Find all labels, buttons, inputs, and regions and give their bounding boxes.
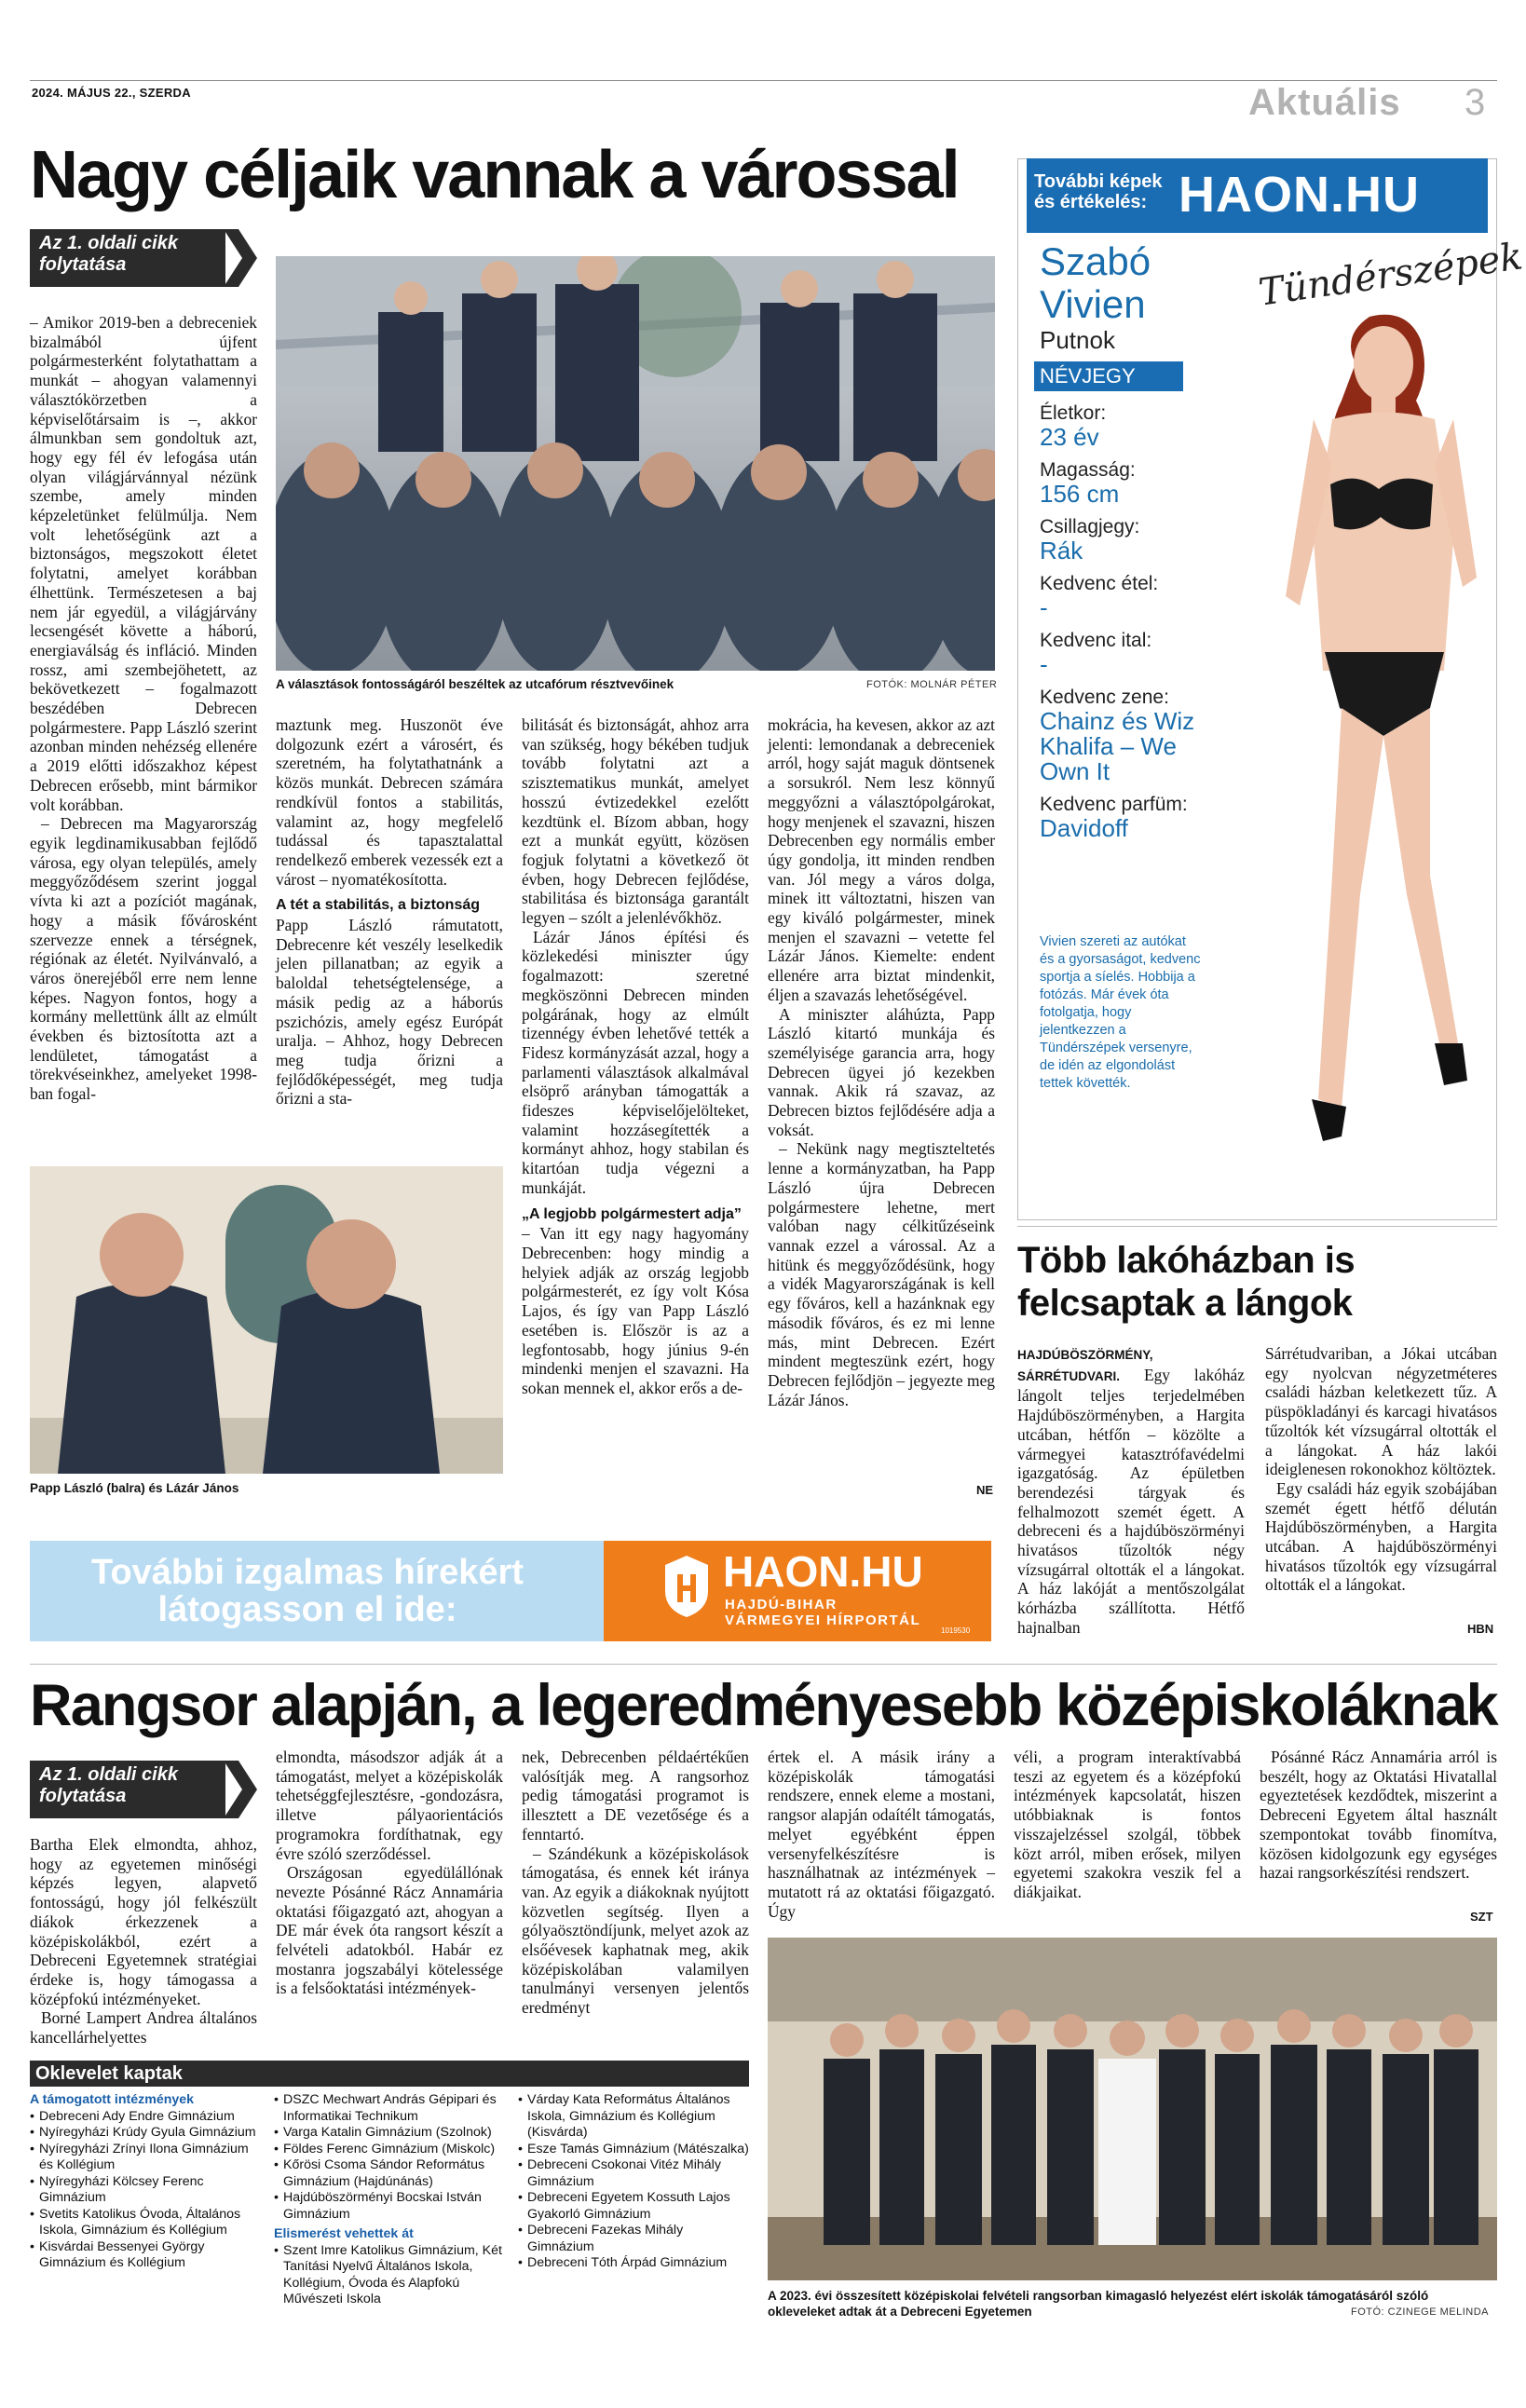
- model-town: Putnok: [1040, 326, 1115, 354]
- article1-column-4: mokrácia, ha kevesen, akkor az azt jelenti: lemondanak a debreceniek arról, hogy saját maguk döntsenek a sorsukról. Nem lesz könnyű meggyőzni a választópolgárokat, hogy menjenek el szavazni, hiszen Debrecenben egy normális ember úgy gondolja, itt minden rendben van. Jól megy a város dolga, minek itt változtatni, hiszen van egy kiváló polgármester, minek menjen el szavazni – vetette fel Lázár János. Kiemelte: endent ellenére arra biztat mindenkit, éljen a szavazás lehetőségével. A miniszter aláhúzta, Papp László kitartó munkája és személyisége garancia arra, hogy Debrecen ügyei jó kezekben vannak. Akik rá szavaz, az Debrecen biztos fejlődésére adja a voksát. – Nekünk nagy megtiszteltetés lenne a kormányzatban, ha Papp László újra Debrecen polgármestere lehetne, mert valóban nagy célkitűzéseink vannak ezzel a várossal. Az a hitünk és meggyőződésünk, hogy a vidék Magyarországának is kell egy főváros, kell a hazánknak egy második főváros, és ez mi lenne más, mint Debrecen. Ezért mindent megteszünk ezért, hogy Debrecen fejlődjön – jegyezte meg Lázár János.: [768, 715, 995, 1409]
- article3-column-5: véli, a program interaktívabbá teszi az egyetem és a középfokú intézmények kapcsolatát, hiszen utóbbiaknak is fontos visszajelzéssel szolgál, többek közt arról, miben erősek, milyen egyetemi szakokra veszik fel a diákjaikat.: [1014, 1748, 1241, 1901]
- article2-signature: HBN: [1467, 1622, 1494, 1636]
- haon-shield-icon: [663, 1554, 710, 1619]
- tag-chevron-icon: [224, 229, 257, 287]
- banner-sub: HAJDÚ-BIHAR VÁRMEGYEI HÍRPORTÁL: [725, 1597, 921, 1628]
- banner-code: 1019530: [941, 1626, 971, 1635]
- article2-headline: Több lakóházban is felcsaptak a lángok: [1017, 1240, 1356, 1324]
- article1-headline: Nagy céljaik vannak a várossal: [30, 138, 959, 212]
- article3-column-4: értek el. A másik irány a középiskolák támogatási rendszere, ennek eleme a mostani, rangsor alapján odaítélt támogatás, melyet egyébként éppen versenyfelkészítésre is használhatnak az intézmények – mutatott rá az oktatási főigazgató. Úgy: [768, 1748, 995, 1921]
- article1-signature: NE: [976, 1483, 994, 1497]
- tunderszepek-logo: Tündérszépek: [1256, 235, 1526, 315]
- article3-headline: Rangsor alapján, a legeredményesebb középiskoláknak: [30, 1673, 1497, 1738]
- article2-rule: [1017, 1226, 1497, 1227]
- article3-continuation-tag: Az 1. oldali cikk folytatása: [30, 1761, 225, 1818]
- award-list-2: • DSZC Mechwart András Gépipari és Informatikai Technikum • Varga Katalin Gimnázium (Szolnok) • Földes Ferenc Gimnázium (Miskolc) • Kőrösi Csoma Sándor Református Gimnázium (Hajdúnánás) • Hajdúböszörményi Bocskai István Gimnázium Elismerést vehettek át • Szent Imre Katolikus Gimnázium, Két Tanítási Nyelvű Általános Iskola, Kollégium, Óvoda és Alapfokú Művészeti Iskola: [274, 2092, 507, 2308]
- tag-chevron-icon: [224, 1761, 257, 1818]
- article1-column-1: – Amikor 2019-ben a debreceniek bizalmából újfent polgármesterként folytathattam a munkát – ahogyan valamennyi választókörzetben a képviselőtársaim is –, akkor álmunkban sem gondoltuk azt, hogy egy fél év lefogása után olyan világjárvánnyal nézünk szembe, amely minden képzeletünket felülmúlja. Nem volt lehetőségünk azt a biztonságos, megszokott életet folytatni, amelyet korábban élhettünk. Természetesen a baj nem jár egyedül, a világjárvány lecsengését követte a háború, energiaválság és infláció. Minden rossz, ami szembejöhetett, az bekövetkezett – fogalmazott beszédében Debrecen polgármestere. Papp László szerint azonban minden nehézség ellenére a 2019 előtti időszakhoz képest Debrecen erősebb, mint bármikor volt korábban. – Debrecen ma Magyarország egyik legdinamikusabban fejlődő városa, egy olyan település, amely meggyőződésem szerint joggal vívta ki azt a pozíciót magának, hogy a másik fővárosként szervezze ennek a térségnek, régiónak az életét. Nyilvánvaló, a város önerejéből erre nem lenne képes. Nagyon fontos, hogy a kormány mellettünk állt az elmúlt években és biztosította azt a lendületet, támogatást a törekvéseinkhez, amelyeket 1998-ban fogal-: [30, 313, 257, 1104]
- article1-continuation-tag: Az 1. oldali cikk folytatása: [30, 229, 225, 287]
- header-rule: [30, 80, 1497, 81]
- article3-column-1: Bartha Elek elmondta, ahhoz, hogy az egyetemen minőségi képzés legyen, alapvető fontosságú, hogy jól felkészült diákok érkezzenek a középiskolákból, ezért a Debreceni Egyetemnek stratégiai érdeke is, hogy támogassa a középfokú intézményeket. Borné Lampert Andrea általános kancellárhelyettes: [30, 1835, 257, 2047]
- ceremony-photo: [768, 1938, 1497, 2280]
- article1-column-3: bilitását és biztonságát, ahhoz arra van szükség, hogy békében tudjuk tovább folytatni azt a szisztematikus munkát, amelyet hosszú évtizedekkel ezelőtt kezdtünk el. Bízom abban, hogy ezt a munkát együtt, közösen fogjuk folytatni a következő öt évben, hogy Debrecen fejlődése, stabilitása és biztonsága garantált legyen – szólt a jelenlévőkhöz. Lázár János építési és közlekedési miniszter úgy fogalmazott: szeretné megköszönni Debrecen minden polgárának, hogy az elmúlt tizennégy évben lehetővé tették a Fidesz kormányzását azzal, hogy a parlamenti választások alkalmával elsöprő arányban támogatták a fideszes képviselőjelölteket, valamint hozzásegítették a kormányt ahhoz, hogy stabilan és kitartóan tudja végezni a munkáját. „A legjobb polgármestert adja” – Van itt egy nagy hagyomány Debrecenben: hogy mindig a helyiek adják az ország legjobb polgármesterét, ez így volt Kósa Lajos, és így van Papp László esetében is. Először is az a legfontosabb, hogy június 9-én mindenki menjen el szavazni. Ha sokan mennek el, akkor erős a de-: [522, 715, 749, 1397]
- issue-date: 2024. MÁJUS 22., SZERDA: [32, 86, 191, 100]
- banner-text: További izgalmas hírekért látogasson el ide:: [91, 1553, 524, 1629]
- award-box-title: Oklevelet kaptak: [30, 2061, 749, 2087]
- politicians-photo-caption: Papp László (balra) és Lázár János: [30, 1481, 239, 1495]
- model-fields: Életkor: 23 év Magasság: 156 cm Csillagjegy: Rák Kedvenc étel: - Kedvenc ital: - Kedvenc zene: Chainz és Wiz Khalifa – We Own It Kedvenc parfüm: Davidoff: [1040, 402, 1195, 842]
- article3-signature: SZT: [1470, 1910, 1493, 1924]
- award-list-1: A támogatott intézmények • Debreceni Ady Endre Gimnázium • Nyíregyházi Krúdy Gyula Gimnázium • Nyíregyházi Zrínyi Ilona Gimnázium és Kollégium • Nyíregyházi Kölcsey Ferenc Gimnázium • Svetits Katolikus Óvoda, Általános Iskola, Gimnázium és Kollégium • Kisvárdai Bessenyei György Gimnázium és Kollégium: [30, 2092, 263, 2272]
- ceremony-photo-caption: A 2023. évi összesített középiskolai felvételi rangsorban kimagasló helyezést elért iskolák támogatásáról szóló okleveleket adtak át a Debreceni Egyetemen: [768, 2289, 1429, 2319]
- ceremony-photo-credit: FOTÓ: CZINEGE MELINDA: [1351, 2306, 1490, 2318]
- politicians-photo: [30, 1166, 503, 1474]
- award-list-3: • Várday Kata Református Általános Iskola, Gimnázium és Kollégium (Kisvárda) • Esze Tamás Gimnázium (Mátészalka) • Debreceni Csokonai Vitéz Mihály Gimnázium • Debreceni Egyetem Kossuth Lajos Gyakorló Gimnázium • Debreceni Fazekas Mihály Gimnázium • Debreceni Tóth Árpád Gimnázium: [518, 2092, 751, 2272]
- forum-photo-credit: FOTÓK: MOLNÁR PÉTER: [866, 679, 998, 690]
- sidebar-promo-text: További képek és értékelés:: [1034, 171, 1163, 212]
- banner-site: HAON.HU: [723, 1547, 923, 1596]
- model-photo: [1267, 298, 1491, 1192]
- article2-column-2: Sárrétudvariban, a Jókai utcában egy nyolcvan négyzetméteres családi házban keletkezett tűz. A püspökladányi és karcagi hivatásos tűzoltók két vízsugárral oltották el a lángokat. A ház lakói ideiglenesen rokonokhoz költöztek. Egy családi ház egyik szobájában szemét égett hétfő délután Hajdúböszörményben, a Hargita utcában. A hajdúböszörményi hivatásos tűzoltók egy vízsugárral oltották el a lángokat.: [1265, 1344, 1497, 1595]
- article3-column-6: Pósánné Rácz Annamária arról is beszélt, hogy az Oktatási Hivatallal egyeztetések kezdődtek, miszerint a Debreceni Egyetem által használt szempontokat tovább finomítva, közösen kidolgozunk egy egységes hazai rangsorkészítési rendszert.: [1260, 1748, 1497, 1883]
- sidebar-promo-site[interactable]: HAON.HU: [1179, 167, 1420, 223]
- article2-column-1: HAJDÚBÖSZÖRMÉNY, SÁRRÉTUDVARI. Egy lakóház lángolt teljes terjedelmében Hajdúböszörményben, a Hargita utcában, hétfőn – közölte a vármegyei katasztrófavédelmi igazgatóság. Az épületben berendezési tárgyak és felhalmozott szemét égett. A debreceni és a hajdúböszörményi hivatásos tűzoltók négy vízsugárral oltották el a lángokat. A ház lakóját a mentőszolgálat kórházba szállította. Hétfő hajnalban: [1017, 1348, 1245, 1637]
- article3-rule: [30, 1664, 1497, 1665]
- forum-photo: [276, 256, 995, 671]
- nevjegy-label: NÉVJEGY: [1034, 361, 1183, 391]
- article1-column-2: maztunk meg. Huszonöt éve dolgozunk ezért a városért, és szeretném, ha folytathatnánk a közös munkát. Debrecen számára rendkívül fontos a stabilitás, valamint az, hogy megfelelő tudással és tapasztalattal rendelkező emberek vezessék ezt a várost – nyomatékosította. A tét a stabilitás, a biztonság Papp László rámutatott, Debrecenre két veszély leselkedik jelen pillanatban; az egyik a baloldal tehetségtelensége, a másik pedig az a háborús pszichózis, amely egész Európát uralja. – Ahhoz, hogy Debrecen meg tudja őrizni a fejlődőképességét, meg tudja őrizni a sta-: [276, 715, 503, 1109]
- article3-column-2: elmondta, másodszor adják át a támogatást, melyet a középiskolák tehetséggfejlesztésre, -gondozásra, illetve pályaorientációs programokra fordíthatnak, egy évre szóló szerződéssel. Országosan egyedülállónak nevezte Pósánné Rácz Annamária oktatási főigazgató azt, ahogyan a DE már évek óta rangsort készít a felvételi adatokból. Habár ez mostanra jogszabályi kötelessége is a felsőoktatási intézmények-: [276, 1748, 503, 1998]
- forum-photo-caption: A választások fontosságáról beszéltek az utcafórum résztvevőinek: [276, 677, 674, 691]
- page-number: 3: [1465, 82, 1486, 123]
- model-blurb: Vivien szereti az autókat és a gyorsaságot, kedvenc sportja a síelés. Hobbija a fotózás. Már évek óta fotolgatja, hogy jelentkezzen a Tündérszépek versenyre, de idén az elgondolást tettek követték.: [1040, 934, 1201, 1091]
- article3-column-3: nek, Debrecenben példaértékűen valósítják meg. A rangsorhoz pedig támogatási programot is illesztett a DE vezetősége és a fenntartó. – Szándékunk a középiskolások támogatása, és ennek két iránya van. Az egyik a diákoknak nyújtott közvetlen segítség. Ilyen a gólyaösztöndíjunk, melyet azok az elsőévesek kaphatnak meg, akik középiskolában valamilyen tanulmányi versenyen jelentős eredményt: [522, 1748, 749, 2018]
- section-name: Aktuális: [1248, 82, 1401, 123]
- model-name: Szabó Vivien: [1040, 239, 1151, 326]
